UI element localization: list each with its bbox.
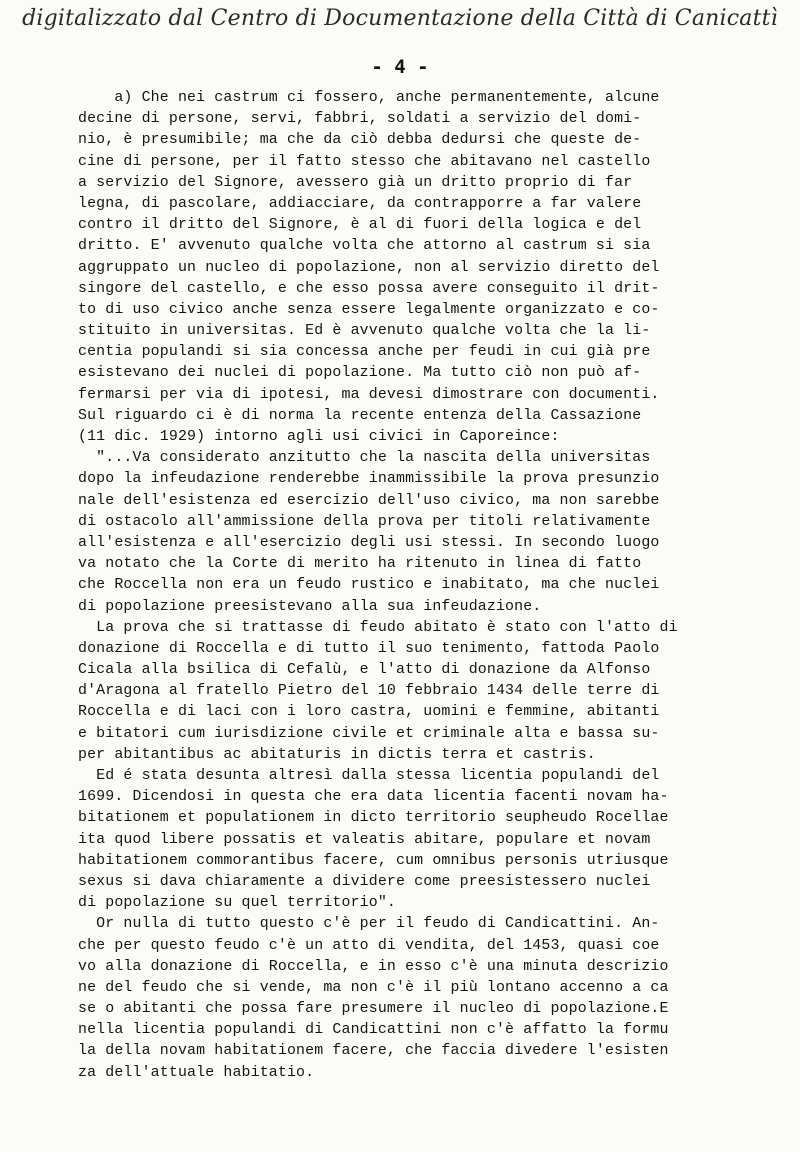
text-line: 1699. Dicendosi in questa che era data licentia facenti novam ha- xyxy=(78,789,669,806)
text-line: (11 dic. 1929) intorno agli usi civici in Caporeince: xyxy=(78,429,560,445)
text-line: che per questo feudo c'è un atto di vendita, del 1453, quasi coe xyxy=(78,937,660,954)
text-line: decine di persone, servi, fabbri, soldati a servizio del domi- xyxy=(78,111,642,128)
text-line: Or nulla di tutto questo c'è per il feudo di Candicattini. An- xyxy=(78,916,660,933)
text-line: che Roccella non era un feudo rustico e inabitato, ma che nuclei xyxy=(78,577,660,594)
text-line: all'esistenza e all'esercizio degli usi stessi. In secondo luogo xyxy=(78,534,660,551)
text-line: esistevano dei nuclei di popolazione. Ma tutto ciò non può af- xyxy=(78,365,642,382)
text-line: cine di persone, per il fatto stesso che abitavano nel castello xyxy=(78,153,651,170)
text-line: aggruppato un nucleo di popolazione, non al servizio diretto del xyxy=(78,259,660,276)
text-line: di ostacolo all'ammissione della prova per titoli relativamente xyxy=(78,513,651,530)
text-line: sexus si dava chiaramente a dividere come preesistessero nuclei xyxy=(78,873,651,890)
text-line: nio, è presumibile; ma che da ciò debba dedursi che queste de- xyxy=(78,132,642,149)
text-line: Sul riguardo ci è di norma la recente entenza della Cassazione xyxy=(78,407,642,424)
text-line: Ed é stata desunta altresì dalla stessa licentia populandi del xyxy=(78,768,660,784)
text-line: e bitatori cum iurisdizione civile et criminale alta e bassa su- xyxy=(78,725,660,742)
text-line: Cicala alla bsilica di Cefalù, e l'atto di donazione da Alfonso xyxy=(78,662,651,679)
text-line: ne del feudo che si vende, ma non c'è il più lontano accenno a ca xyxy=(78,979,669,996)
text-line: per abitantibus ac abitaturis in dictis terra et castris. xyxy=(78,746,596,763)
text-line: La prova che si trattasse di feudo abitato è stato con l'atto di xyxy=(78,619,678,636)
text-line: vo alla donazione di Roccella, e in esso c'è una minuta descrizio xyxy=(78,958,669,975)
text-line: donazione di Roccella e di tutto il suo tenimento, fattoda Paolo xyxy=(78,640,660,657)
text-line: la della novam habitationem facere, che faccia divedere l'esisten xyxy=(78,1043,669,1060)
document-body xyxy=(78,88,758,1084)
text-line: to di uso civico anche senza essere legalmente organizzato e co- xyxy=(78,301,660,318)
text-line: di popolazione preesistevano alla sua infeudazione. xyxy=(78,598,542,615)
text-line: za dell'attuale habitatio. xyxy=(78,1064,315,1081)
text-line: habitationem commorantibus facere, cum omnibus personis utriusque xyxy=(78,852,669,869)
text-line: a) Che nei castrum ci fossero, anche permanentemente, alcune xyxy=(78,90,660,106)
text-line: d'Aragona al fratello Pietro del 10 febbraio 1434 delle terre di xyxy=(78,683,660,700)
text-line: fermarsi per via di ipotesi, ma devesi dimostrare con documenti. xyxy=(78,386,660,403)
text-line: Roccella e di laci con i loro castra, uomini e femmine, abitanti xyxy=(78,704,660,721)
text-line: centia populandi si sia concessa anche per feudi in cui già pre xyxy=(78,344,651,361)
text-line: legna, di pascolare, addiacciare, da contrapporre a far valere xyxy=(78,195,642,212)
text-line: ita quod libere possatis et valeatis abitare, populare et novam xyxy=(78,831,651,848)
text-line: nale dell'esistenza ed esercizio dell'uso civico, ma non sarebbe xyxy=(78,492,660,509)
text-line: se o abitanti che possa fare presumere il nucleo di popolazione.E xyxy=(78,1001,669,1018)
text-line: nella licentia populandi di Candicattini non c'è affatto la formu xyxy=(78,1022,669,1039)
text-line: va notato che la Corte di merito ha ritenuto in linea di fatto xyxy=(78,556,642,573)
text-line: a servizio del Signore, avessero già un dritto proprio di far xyxy=(78,174,633,191)
text-line: di popolazione su quel territorio". xyxy=(78,895,397,912)
text-line: dopo la infeudazione renderebbe inammissibile la prova presunzio xyxy=(78,471,660,488)
text-line: bitationem et populationem in dicto territorio seupheudo Rocellae xyxy=(78,810,669,827)
page-number: - 4 - xyxy=(371,56,429,78)
text-line: dritto. E' avvenuto qualche volta che attorno al castrum si sia xyxy=(78,238,651,255)
text-line: singore del castello, e che esso possa avere conseguito il drit- xyxy=(78,280,660,297)
text-line: "...Va considerato anzitutto che la nascita della universitas xyxy=(78,450,651,467)
text-line: contro il dritto del Signore, è al di fuori della logica e del xyxy=(78,217,642,234)
text-line: stituito in universitas. Ed è avvenuto qualche volta che la li- xyxy=(78,323,651,340)
watermark: digitalizzato dal Centro di Documentazione della Città di Canicattì xyxy=(22,6,778,31)
